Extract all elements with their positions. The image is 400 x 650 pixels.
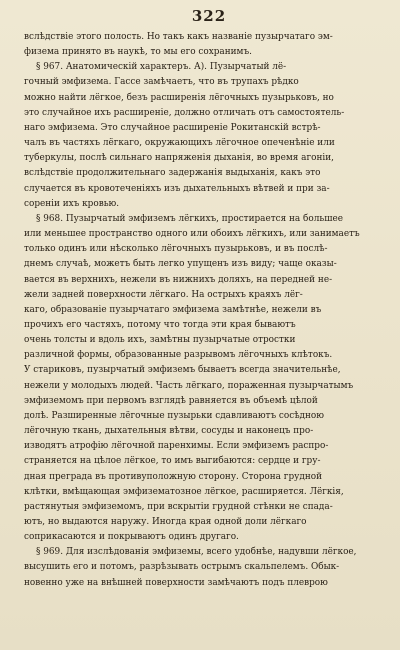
paragraph-continuation bbox=[24, 30, 382, 60]
text-line: или меньшее пространство одного или обоихъ лёгкихъ, или занимаетъ bbox=[24, 229, 360, 240]
text-line: клѣтки, вмѣщающая эмфизематозное лёгкое, расширяется. Лёгкія, bbox=[24, 486, 344, 497]
text-line: различной формы, образованные разрывомъ лёгочныхъ клѣтокъ. bbox=[24, 350, 333, 361]
text-line: долѣ. Разширенные лёгочные пузырьки сдавливаютъ сосѣдною bbox=[24, 410, 325, 421]
text-line: случается въ кровотеченіяхъ изъ дыхательныхъ вѣтвей и при за- bbox=[24, 183, 330, 194]
text-line: гочный эмфизема. Гассе замѣчаетъ, что въ трупахъ рѣдко bbox=[24, 77, 299, 88]
page-body bbox=[24, 30, 382, 591]
text-line: жели задней поверхности лёгкаго. На острыхъ краяхъ лёг- bbox=[24, 289, 303, 300]
text-line: новенно уже на внѣшней поверхности замѣчаютъ подъ плеврою bbox=[24, 577, 328, 588]
text-line: нежели у молодыхъ людей. Часть лёгкаго, пораженная пузырчатымъ bbox=[24, 380, 354, 391]
text-line: ютъ, но выдаются наружу. Иногда края одной доли лёгкаго bbox=[24, 517, 307, 527]
text-line: У стариковъ, пузырчатый эмфиземъ бываетъ всегда значительнѣе, bbox=[24, 365, 341, 376]
text-line: высушить его и потомъ, разрѣзывать острымъ скальпелемъ. Обык- bbox=[24, 562, 340, 573]
text-line: прочихъ его частяхъ, потому что тогда эти края бываютъ bbox=[24, 319, 296, 330]
paragraph-section-967 bbox=[24, 60, 382, 212]
text-line: можно найти лёгкое, безъ расширенія лёгочныхъ пузырьковъ, но bbox=[24, 92, 334, 103]
text-line: растянутыя эмфиземомъ, при вскрытіи грудной стѣнки не спада- bbox=[24, 501, 333, 512]
text-line: очень толсты и вдоль ихъ, замѣтны пузырчатые отростки bbox=[24, 335, 296, 346]
text-line: лёгочную ткань, дыхательныя вѣтви, сосуды и наконецъ про- bbox=[24, 426, 314, 437]
text-line: сореніи ихъ кровью. bbox=[24, 198, 120, 209]
section-heading-line: § 967. Анатомическій характеръ. А). Пузырчатый лё- bbox=[36, 62, 287, 73]
text-line: дная преграда въ противуположную сторону. Сторона грудной bbox=[24, 471, 322, 482]
text-line: это случайное ихъ расширеніе, должно отличать отъ самостоятель- bbox=[24, 107, 345, 118]
text-line: страняется на цѣлое лёгкое, то имъ выгибаются: сердце и гру- bbox=[24, 456, 321, 467]
text-line: чалъ въ частяхъ лёгкаго, окружающихъ лёгочное опеченѣніе или bbox=[24, 138, 335, 149]
text-line: вслѣдствіе продолжительнаго задержанія выдыханія, какъ это bbox=[24, 168, 321, 179]
text-line: туберкулы, послѣ сильнаго напряженія дыханія, во время агоніи, bbox=[24, 153, 334, 164]
page-number: 322 bbox=[191, 7, 227, 25]
text-line: только одинъ или нѣсколько лёгочныхъ пузырьковъ, и въ послѣ- bbox=[24, 244, 328, 255]
text-line: изводятъ атрофію лёгочной паренхимы. Если эмфиземъ распро- bbox=[24, 441, 329, 452]
text-line: соприкасаются и покрываютъ одинъ другаго. bbox=[24, 532, 239, 543]
text-line: вслѣдствіе этого полость. Но такъ какъ названіе пузырчатаго эм- bbox=[24, 32, 333, 42]
text-line: вается въ верхнихъ, нежели въ нижнихъ доляхъ, на передней не- bbox=[24, 274, 333, 285]
text-line: эмфиземомъ при первомъ взглядѣ равняется въ объемѣ цѣлой bbox=[24, 395, 318, 406]
text-line: физема принято въ наукѣ, то мы его сохранимъ. bbox=[24, 47, 252, 58]
text-line: каго, образованіе пузырчатаго эмфизема замѣтнѣе, нежели въ bbox=[24, 304, 322, 315]
section-heading-line: § 968. Пузырчатый эмфиземъ лёгкихъ, простирается на большее bbox=[36, 213, 343, 224]
section-heading-line: § 969. Для изслѣдованія эмфиземы, всего удобнѣе, надувши лёгкое, bbox=[36, 547, 357, 558]
paragraph-section-969 bbox=[24, 545, 382, 590]
text-line: наго эмфизема. Это случайное расширеніе Рокитанскій встрѣ- bbox=[24, 122, 321, 133]
paragraph-section-968 bbox=[24, 212, 382, 545]
text-line: днемъ случаѣ, можетъ быть легко упущенъ изъ виду; чаще оказы- bbox=[24, 259, 337, 270]
